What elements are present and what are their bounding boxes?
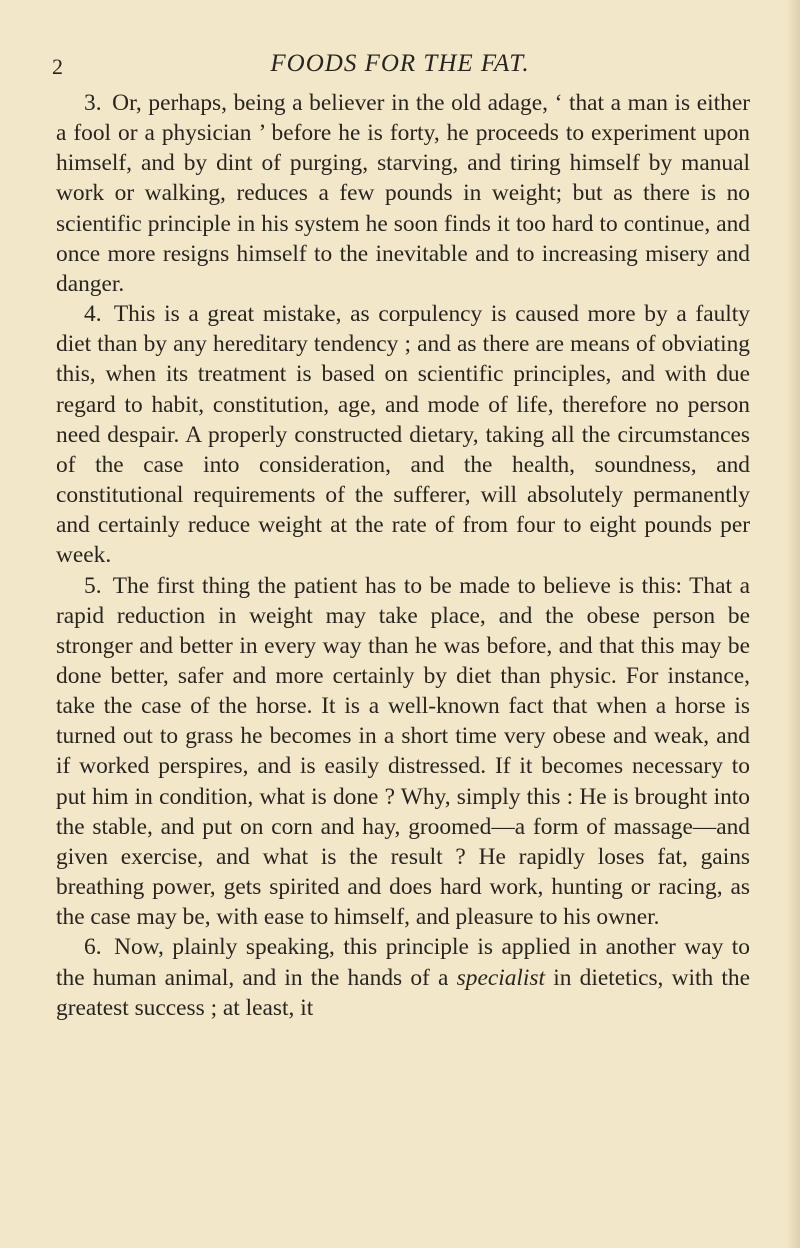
paragraph-text-end: in dietetics, with the greatest success ; at least, it: [56, 964, 750, 1021]
paragraph-number: 4.: [84, 301, 102, 328]
paragraph-text-start: Now, plainly speaking, this principle is applied in another way to the human animal, and in the hands of a: [56, 934, 750, 991]
paragraph-number: 5.: [84, 572, 102, 599]
italic-term: specialist: [456, 964, 545, 991]
paragraph-text: This is a great mistake, as corpulency is caused more by a faulty diet than by any hereditary tendency ; and as there are means of obviating this, when its treatment is based on scientific principles, and with due regard to habit, constitution, age, and mode of life, therefore no person need despair. A properly constructed dietary, taking all the circumstances of the case into consideration, and the health, soundness, and constitutional requirements of the sufferer, will absolutely permanently and certainly reduce weight at the rate of from four to eight pounds per week.: [56, 301, 750, 569]
paragraph-4: [56, 299, 750, 570]
paragraph-number: 6.: [84, 934, 102, 961]
paragraph-text: Or, perhaps, being a believer in the old adage, ‘ that a man is either a fool or a physician ’ before he is forty, he proceeds to experiment upon himself, and by dint of purging, starving, and tiring himself by manual work or walking, reduces a few pounds in weight; but as there is no scientific principle in his system he soon finds it too hard to continue, and once more resigns himself to the inevitable and to increasing misery and danger.: [56, 90, 750, 297]
paragraph-5: [56, 571, 750, 933]
paragraph-3: [56, 88, 750, 299]
paragraph-6: [56, 932, 750, 1022]
page-title: FOODS FOR THE FAT.: [270, 50, 530, 77]
page-edge-shadow: [786, 0, 800, 1248]
paragraph-number: 3.: [84, 90, 102, 116]
body-text: [56, 88, 750, 1023]
page-number: 2: [52, 54, 63, 79]
running-head: [0, 50, 800, 84]
paragraph-text: The first thing the patient has to be made to believe is this: That a rapid reduction in weight may take place, and the obese person be stronger and better in every way than he was before, and that this may be done better, safer and more certainly by diet than physic. For instance, take the case of the horse. It is a well-known fact that when a horse is turned out to grass he becomes in a short time very obese and weak, and if worked perspires, and is easily distressed. If it becomes necessary to put him in condition, what is done ? Why, simply this : He is brought into the stable, and put on corn and hay, groomed—a form of massage—and given exercise, and what is the result ? He rapidly loses fat, gains breathing power, gets spirited and does hard work, hunting or racing, as the case may be, with ease to himself, and pleasure to his owner.: [56, 572, 750, 931]
